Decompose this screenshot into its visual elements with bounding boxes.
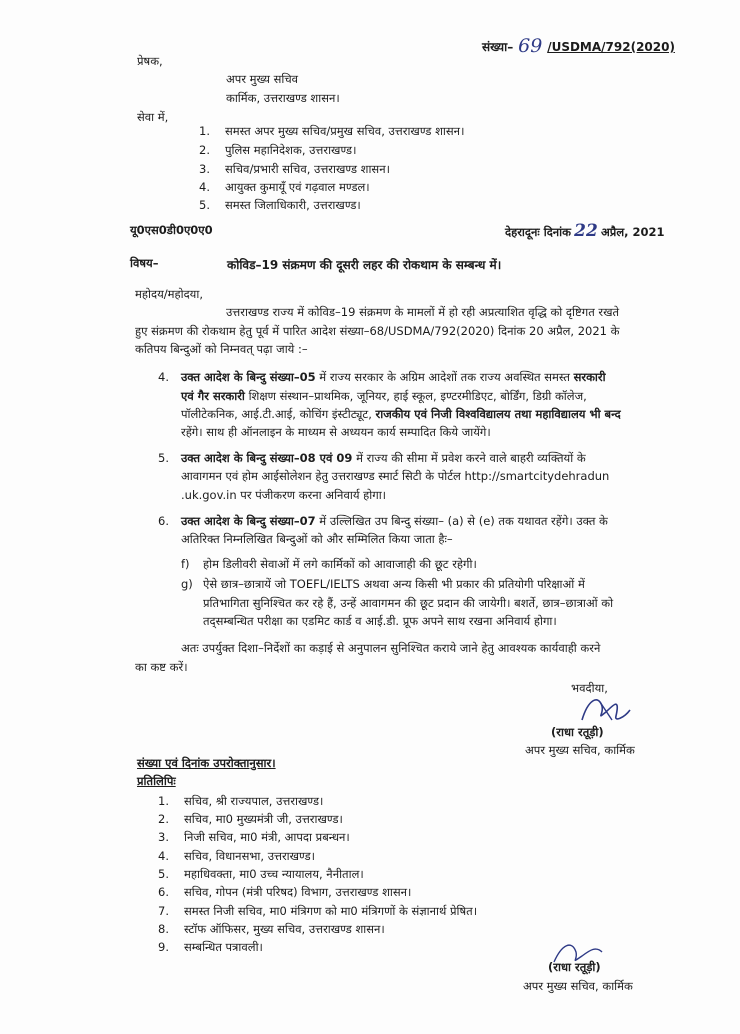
point-line: अतिरिक्त निम्नलिखित बिन्दुओं को और सम्मिलित किया जाता हैः– (181, 532, 453, 546)
subject-text: कोविड–19 संक्रमण की दूसरी लहर की रोकथाम के सम्बन्ध में। (227, 258, 502, 272)
ref-suffix: /USDMA/792(2020) (547, 40, 675, 54)
intro-line: कतिपय बिन्दुओं को निम्नवत् पढ़ा जाये :– (135, 342, 308, 356)
date-line: देहरादूनः दिनांक 22 अप्रैल, 2021 (505, 221, 665, 241)
copy-item: 9. सम्बन्धित पत्रावली। (158, 940, 263, 954)
copy-item: 5. महाधिवक्ता, मा0 उच्च न्यायालय, नैनीताल। (158, 867, 364, 881)
intro-line: हुए संक्रमण की रोकथाम हेतु पूर्व में पारित आदेश संख्या–68/USDMA/792(2020) दिनांक 20 अप्रैल, 2021 के (135, 324, 620, 338)
subpoint-line: तद्सम्बन्धित परीक्षा का एडमिट कार्ड व आई.डी. प्रूफ अपने साथ रखना अनिवार्य होगा। (203, 614, 557, 628)
point-line: उक्त आदेश के बिन्दु संख्या–05 में राज्य सरकार के अग्रिम आदेशों तक राज्य अवस्थित समस्त सरकारी (181, 370, 606, 384)
subject-label: विषय– (130, 256, 159, 270)
copy-item: 2. सचिव, मा0 मुख्यमंत्री जी, उत्तराखण्ड। (158, 812, 343, 826)
signatory-designation-2: अपर मुख्य सचिव, कार्मिक (523, 979, 633, 993)
copy-heading: संख्या एवं दिनांक उपरोक्तानुसार। (137, 756, 276, 770)
sender-name: अपर मुख्य सचिव (226, 72, 299, 86)
point-line: उक्त आदेश के बिन्दु संख्या–07 में उल्लिखित उप बिन्दु संख्या– (a) से (e) तक यथावत रहेंगे। उक्त के (181, 514, 608, 528)
intro-line: उत्तराखण्ड राज्य में कोविड–19 संक्रमण के मामलों में हो रही अप्रत्याशित वृद्धि को दृष्टिगत रखते (226, 305, 620, 319)
ref-prefix: संख्या– (482, 40, 514, 54)
office-code: यू0एस0डी0ए0ए0 (130, 223, 213, 237)
signatory-name: (राधा रतूड़ी) (551, 725, 604, 739)
point-line: .uk.gov.in पर पंजीकरण करना अनिवार्य होगा। (181, 488, 387, 502)
point-number: 6. (158, 514, 169, 528)
yours-faithfully: भवदीया, (571, 681, 608, 695)
point-line: रहेंगे। साथ ही ऑनलाइन के माध्यम से अध्ययन कार्य सम्पादित किये जायेंगे। (181, 425, 491, 439)
point-line: पॉलीटेकनिक, आई.टी.आई, कोचिंग इंस्टीट्यूट, राजकीय एवं निजी विश्वविद्यालय तथा महाविद्यालय भी बन्द (181, 407, 621, 421)
point-line: एवं गैर सरकारी शिक्षण संस्थान–प्राथमिक, जूनियर, हाई स्कूल, इण्टरमीडिएट, बोर्डिंग, डिग्री कॉलेज, (181, 389, 587, 403)
recipient-item: 3. सचिव/प्रभारी सचिव, उत्तराखण्ड शासन। (199, 162, 390, 176)
salutation: महोदय/महोदया, (135, 287, 203, 301)
copy-item: 4. सचिव, विधानसभा, उत्तराखण्ड। (158, 849, 316, 863)
reference-number (482, 34, 675, 56)
closing-line: अतः उपर्युक्त दिशा–निर्देशों का कड़ाई से अनुपालन सुनिश्चित कराये जाने हेतु आवश्यक कार्यवाही करने (181, 641, 601, 655)
subpoint-line: ऐसे छात्र–छात्रायें जो TOEFL/IELTS अथवा अन्य किसी भी प्रकार की प्रतियोगी परिक्षाओं में (203, 577, 585, 591)
copy-label: प्रतिलिपिः (137, 774, 176, 788)
signature-mark (576, 690, 636, 726)
point-number: 4. (158, 370, 169, 384)
point-line: उक्त आदेश के बिन्दु संख्या–08 एवं 09 में राज्य की सीमा में प्रवेश करने वाले बाहरी व्यक्तियों के (181, 451, 586, 465)
subpoint-line: होम डिलीवरी सेवाओं में लगे कार्मिकों को आवाजाही की छूट रहेगी। (203, 557, 477, 571)
recipient-item: 2. पुलिस महानिदेशक, उत्तराखण्ड। (199, 143, 357, 157)
subpoint-label: f) (181, 557, 190, 571)
recipients-label: सेवा में, (137, 110, 169, 124)
point-number: 5. (158, 451, 169, 465)
recipient-item: 1. समस्त अपर मुख्य सचिव/प्रमुख सचिव, उत्तराखण्ड शासन। (199, 124, 465, 138)
subpoint-line: प्रतिभागिता सुनिश्चित कर रहे हैं, उन्हें आवागमन की छूट प्रदान की जायेगी। बशर्ते, छात्र–छात्राओं को (203, 596, 614, 610)
ref-handwritten-number: 69 (518, 35, 543, 57)
recipient-item: 5. समस्त जिलाधिकारी, उत्तराखण्ड। (199, 198, 361, 212)
recipient-item: 4. आयुक्त कुमायूँ एवं गढ़वाल मण्डल। (199, 180, 370, 194)
closing-line: का कष्ट करें। (135, 660, 188, 674)
copy-item: 8. स्टॉफ ऑफिसर, मुख्य सचिव, उत्तराखण्ड शासन। (158, 922, 385, 936)
copy-item: 3. निजी सचिव, मा0 मंत्री, आपदा प्रबन्धन। (158, 830, 350, 844)
sender-dept: कार्मिक, उत्तराखण्ड शासन। (226, 91, 340, 105)
signatory-name-2: (राधा रतूड़ी) (548, 960, 601, 974)
copy-item: 1. सचिव, श्री राज्यपाल, उत्तराखण्ड। (158, 794, 324, 808)
copy-item: 6. सचिव, गोपन (मंत्री परिषद) विभाग, उत्तराखण्ड शासन। (158, 885, 412, 899)
subpoint-label: g) (181, 577, 193, 591)
copy-item: 7. समस्त निजी सचिव, मा0 मंत्रिगण को मा0 मंत्रिगणों के संज्ञानार्थ प्रेषित। (158, 904, 478, 918)
point-line: आवागमन एवं होम आईसोलेशन हेतु उत्तराखण्ड स्मार्ट सिटी के पोर्टल http://smartcitydehradun (181, 469, 610, 483)
date-handwritten-day: 22 (574, 221, 598, 241)
signatory-designation: अपर मुख्य सचिव, कार्मिक (525, 743, 635, 757)
sender-label: प्रेषक, (137, 54, 163, 68)
